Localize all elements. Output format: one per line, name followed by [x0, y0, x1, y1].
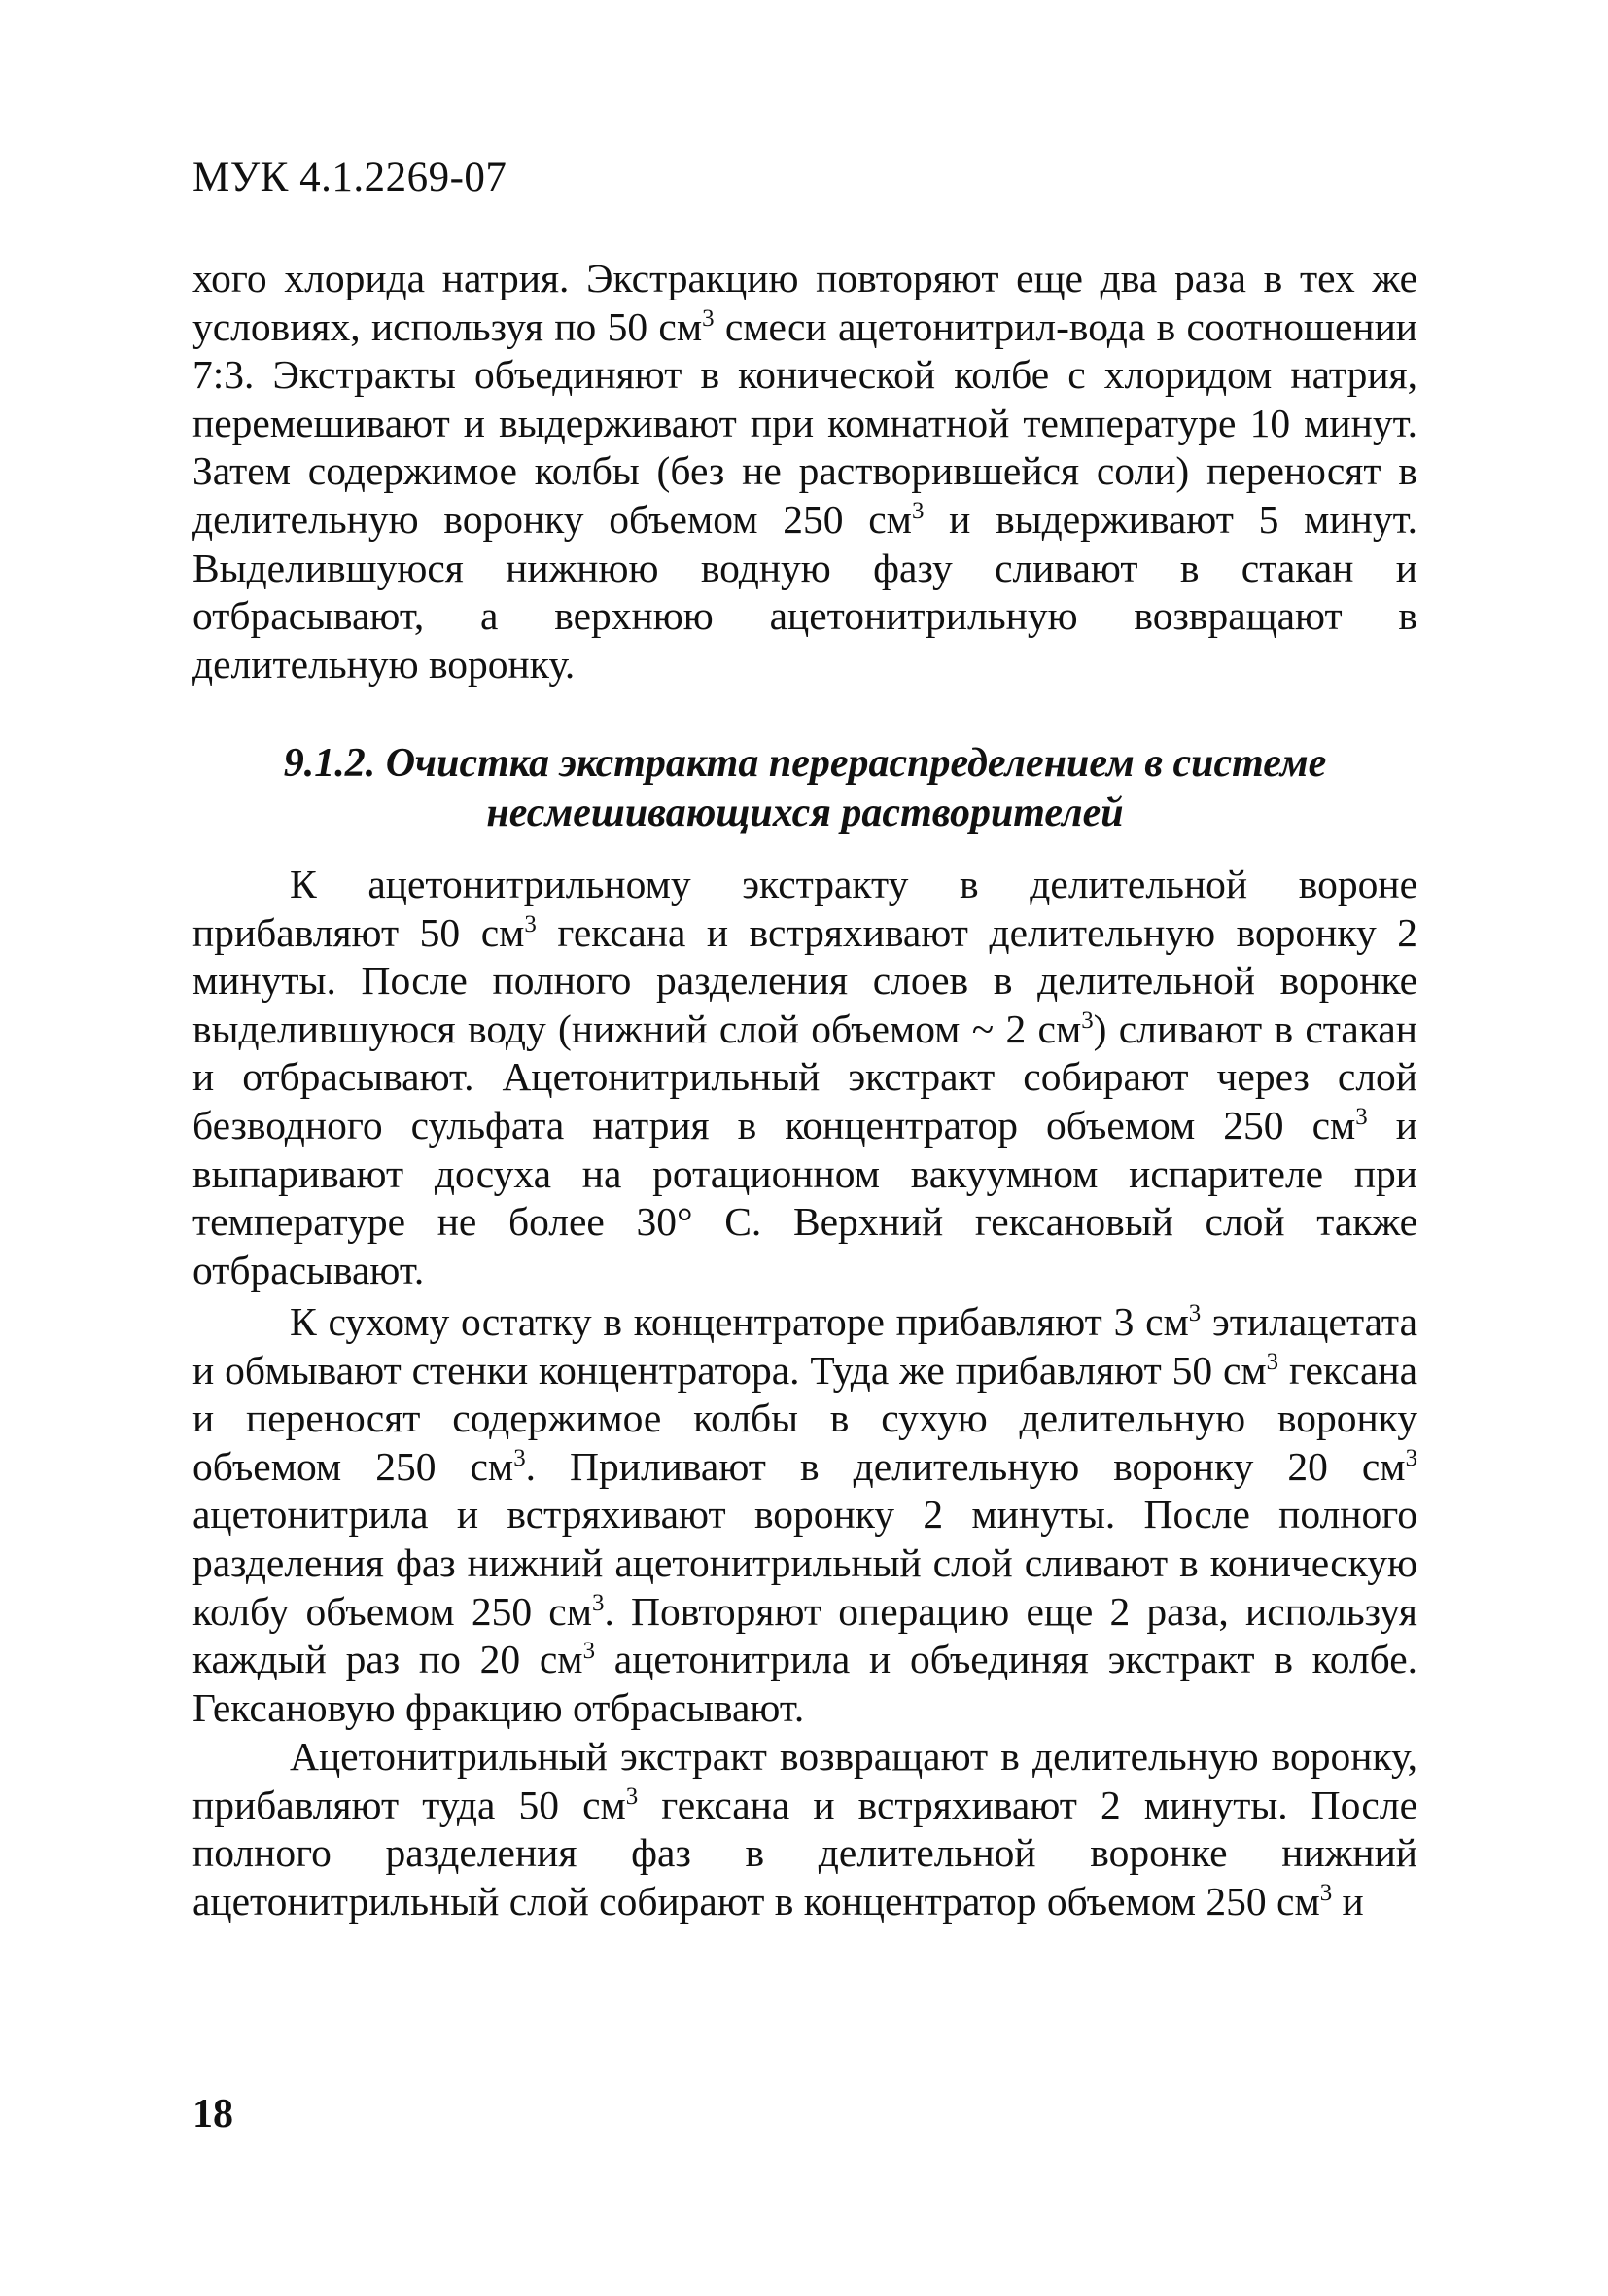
superscript: 3: [625, 1783, 639, 1810]
paragraph-acetonitrile-return: [192, 1733, 1417, 1925]
paragraph-dry-residue: [192, 1298, 1417, 1732]
text-run: ацетонитрила и встряхивают воронку 2 минуты. После полного разделения фаз нижний ацетонитрильный слой сливают в коническую колбу объемом 250 см: [192, 1492, 1417, 1634]
text-run: ацетонитрила и объединяя экстракт в колбе. Гексановую фракцию отбрасывают.: [192, 1637, 1418, 1730]
text-run: Ацетонитрильный экстракт возвращают в делительную воронку, прибавляют туда 50 см: [192, 1734, 1417, 1827]
text-run: К сухому остатку в концентраторе прибавляют 3 см: [290, 1299, 1189, 1344]
page-number: 18: [192, 2092, 233, 2137]
section-heading-line-1: 9.1.2. Очистка экстракта перераспределением в системе: [283, 741, 1327, 786]
text-run: и: [1332, 1878, 1364, 1924]
text-run: этилацетата и обмывают стенки концентратора. Туда же прибавляют 50 см: [192, 1299, 1417, 1393]
superscript: 3: [1319, 1879, 1333, 1906]
section-heading: [192, 739, 1417, 838]
text-run: . Приливают в делительную воронку 20 см: [525, 1443, 1406, 1489]
text-run: гексана и встряхивают делительную воронку 2 минуты. После полного разделения слоев в делительной воронке выделившуюся воду (нижний слой объемом ~ 2 см: [192, 909, 1417, 1051]
superscript: 3: [513, 1444, 526, 1471]
text-run: гексана и встряхивают 2 минуты. После полного разделения фаз в делительной воронке нижний ацетонитрильный слой собирают в концентратор объемом 250 см: [192, 1782, 1417, 1924]
paragraph-continuation: [192, 255, 1417, 689]
section-heading-line-2: несмешивающихся растворителей: [486, 791, 1124, 835]
superscript: 3: [911, 498, 925, 525]
text-run: хого хлорида натрия. Экстракцию повторяют еще два раза в тех же условиях, используя по 50 см: [192, 256, 1417, 349]
text-run: К ацетонитрильному экстракту в делительной вороне прибавляют 50 см: [192, 862, 1417, 955]
superscript: 3: [582, 1638, 596, 1665]
text-run: смеси ацетонитрил-вода в соотношении 7:3. Экстракты объединяют в конической колбе с хлоридом натрия, перемешивают и выдерживают при комнатной температуре 10 минут. Затем содержимое колбы (без не растворившейся соли) переносят в делительную воронку объемом 250 см: [192, 303, 1418, 542]
superscript: 3: [1355, 1104, 1368, 1131]
paragraph-hexane-wash: [192, 861, 1417, 1294]
text-run: и выпаривают досуха на ротационном вакуумном испарителе при температуре не более 30° С. Верхний гексановый слой также отбрасывают.: [192, 1102, 1417, 1292]
superscript: 3: [1266, 1348, 1279, 1375]
superscript: 3: [702, 304, 715, 332]
document-code: МУК 4.1.2269-07: [192, 155, 507, 200]
superscript: 3: [1405, 1444, 1418, 1471]
text-run: . Повторяют операцию еще 2 раза, используя каждый раз по 20 см: [192, 1588, 1417, 1682]
superscript: 3: [524, 910, 537, 937]
superscript: 3: [1081, 1007, 1094, 1034]
text-run: ) сливают в стакан и отбрасывают. Ацетонитрильный экстракт собирают через слой безводного сульфата натрия в концентратор объемом 250 см: [192, 1006, 1417, 1148]
text-run: и выдерживают 5 минут. Выделившуюся нижнюю водную фазу сливают в стакан и отбрасывают, а верхнюю ацетонитрильную возвращают в делительную воронку.: [192, 496, 1418, 687]
text-run: гексана и переносят содержимое колбы в сухую делительную воронку объемом 250 см: [192, 1347, 1417, 1489]
superscript: 3: [1188, 1300, 1202, 1327]
superscript: 3: [592, 1589, 605, 1616]
